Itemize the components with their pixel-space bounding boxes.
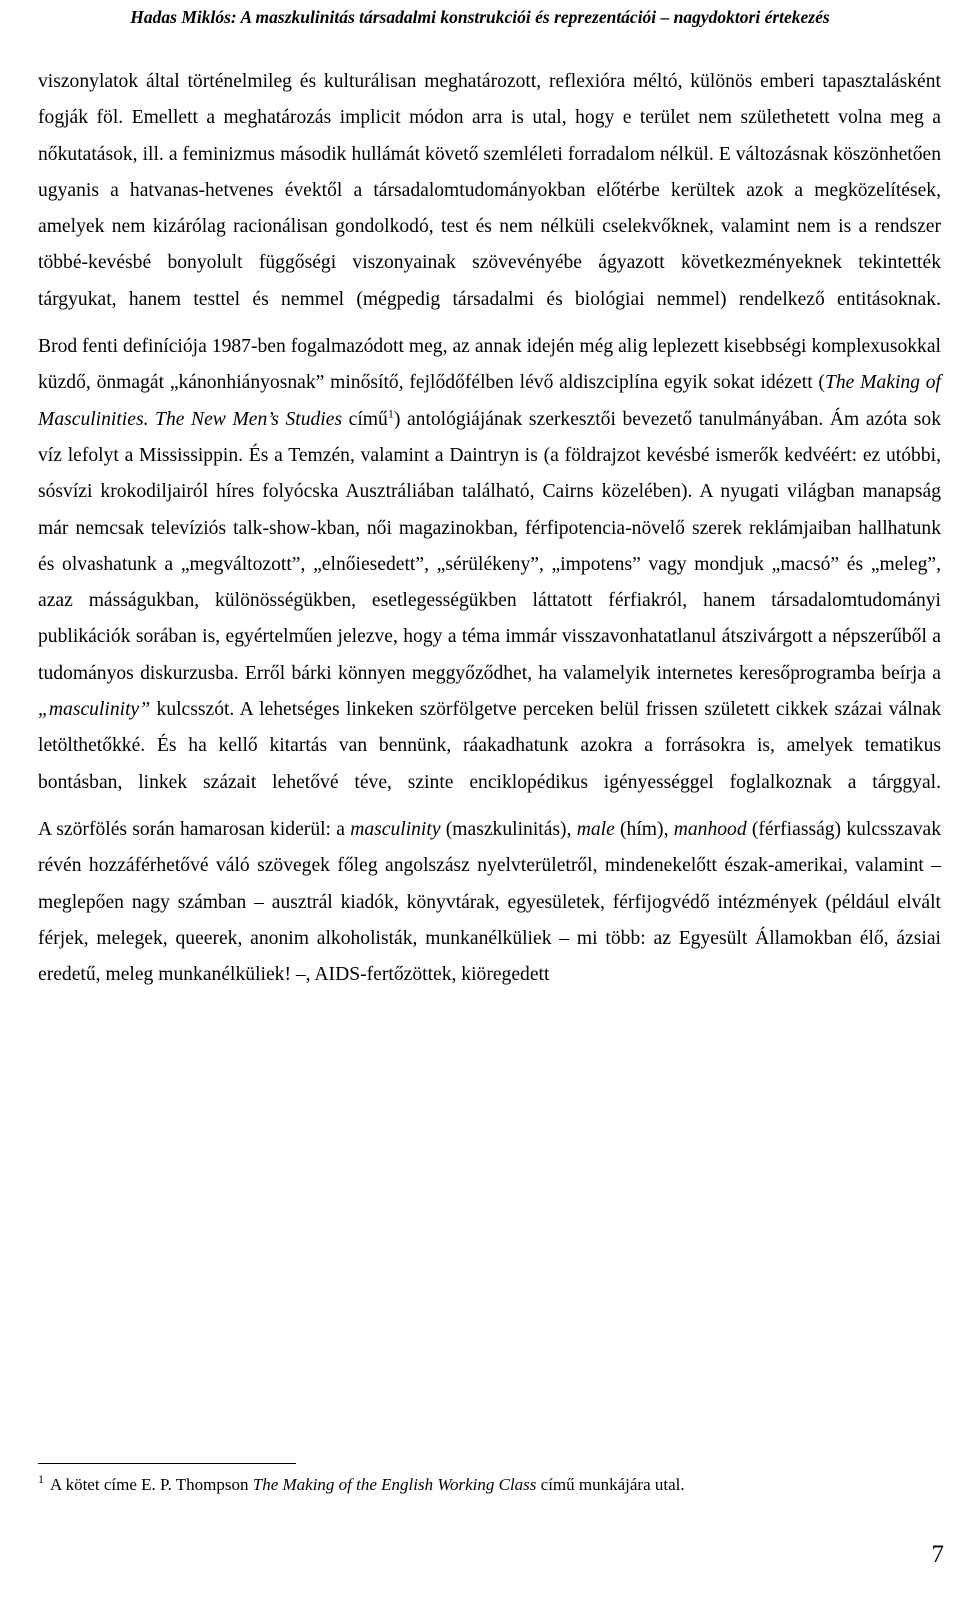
page-number: 7 <box>931 1541 944 1568</box>
italic-text: masculinity <box>350 818 441 840</box>
paragraph-2 <box>38 329 941 801</box>
footnote <box>38 1473 938 1497</box>
italic-text: manhood <box>673 818 747 840</box>
text-run: (hím), <box>614 818 674 840</box>
paragraph-1 <box>38 64 941 318</box>
text-run: című <box>342 408 388 430</box>
italic-text: male <box>576 818 615 840</box>
footnote-marker: 1 <box>38 1472 44 1487</box>
text-run: kulcsszót. A lehetséges linkeken szörfölgetve perceken belül frissen született cikkek százai válnak letölthetőkké. És ha kellő kitartás van bennünk, ráakadhatunk azokra a forrásokra is, amelyek tematikus bontásban, linkek százait lehetővé téve, szinte enciklopédikus igényességgel foglalkoznak a tárggyal. <box>38 699 941 793</box>
text-run: című munkájára utal. <box>536 1475 685 1494</box>
running-header: Hadas Miklós: A maszkulinitás társadalmi konstrukciói és reprezentációi – nagydoktori értekezés <box>130 7 830 27</box>
italic-text: The Making of Masculinities. The New Men’s Studies <box>38 372 942 430</box>
footnote-divider <box>38 1463 296 1464</box>
text-run: viszonylatok által történelmileg és kulturálisan meghatározott, reflexióra méltó, különös emberi tapasztalásként fogják föl. Emellett a meghatározás implicit módon arra is utal, hogy e terület nem születhetett volna meg a nőkutatások, ill. a feminizmus második hullámát követő szemléleti forradalom nélkül. E változásnak köszönhetően ugyanis a hatvanas-hetvenes évektől a társadalomtudományokban előtérbe kerültek azok a megközelítések, amelyek nem kizárólag racionálisan gondolkodó, test és nem nélküli cselekvőknek, valamint nem is a rendszer többé-kevésbé bonyolult függőségi viszonyainak szövevényébe ágyazott következményeknek tekintették tárgyukat, hanem testtel és nemmel (mégpedig társadalmi és biológiai nemmel) rendelkező entitásoknak. <box>38 71 941 310</box>
text-run: ) antológiájának szerkesztői bevezető tanulmányában. Ám azóta sok víz lefolyt a Mississippin. És a Temzén, valamint a Daintryn is (a földrajzot kevésbé ismerők kedvéért: ez utóbbi, sósvízi krokodiljairól híres folyócska Ausztráliában található, Cairns közelében). A nyugati világban manapság már nemcsak televíziós talk-show-kban, női magazinokban, férfipotencia-növelő szerek reklámjaiban hallhatunk és olvashatunk a „megváltozott”, „elnőiesedett”, „sérülékeny”, „impotens” vagy mondjuk „macsó” és „meleg”, azaz másságukban, különösségükben, esetlegességükben láttatott férfiakról, hanem társadalomtudományi publikációk sorában is, egyértelműen jelezve, hogy a téma immár visszavonhatatlanul átszivárgott a népszerűből a tudományos diskurzusba. Erről bárki könnyen meggyőződhet, ha valamelyik internetes keresőprogramba beírja a <box>38 408 941 684</box>
paragraph-3 <box>38 812 941 993</box>
italic-text: The Making of the English Working Class <box>252 1475 537 1494</box>
footnote-reference: 1 <box>387 406 394 421</box>
text-run: Brod fenti definíciója 1987-ben fogalmazódott meg, az annak idején még alig leplezett kisebbségi komplexusokkal küzdő, önmagát „kánonhiányosnak” minősítő, fejlődőfélben lévő aldiszciplína egyik sokat idézett ( <box>38 336 941 394</box>
italic-text: „masculinity” <box>38 699 151 721</box>
footnote-text <box>50 1475 685 1494</box>
text-run: A kötet címe E. P. Thompson <box>50 1475 253 1494</box>
text-run: A szörfölés során hamarosan kiderül: a <box>38 818 351 840</box>
main-text <box>38 64 941 993</box>
text-run: (férfiasság) kulcsszavak révén hozzáférhetővé váló szövegek főleg angolszász nyelvterületről, mindenekelőtt észak-amerikai, valamint – meglepően nagy számban – ausztrál kiadók, könyvtárak, egyesületek, férfijogvédő intézmények (például elvált férjek, melegek, queerek, anonim alkoholisták, munkanélküliek – mi több: az Egyesült Államokban élő, ázsiai eredetű, meleg munkanélküliek! –, AIDS-fertőzöttek, kiöregedett <box>38 818 941 986</box>
text-run: (maszkulinitás), <box>440 818 577 840</box>
